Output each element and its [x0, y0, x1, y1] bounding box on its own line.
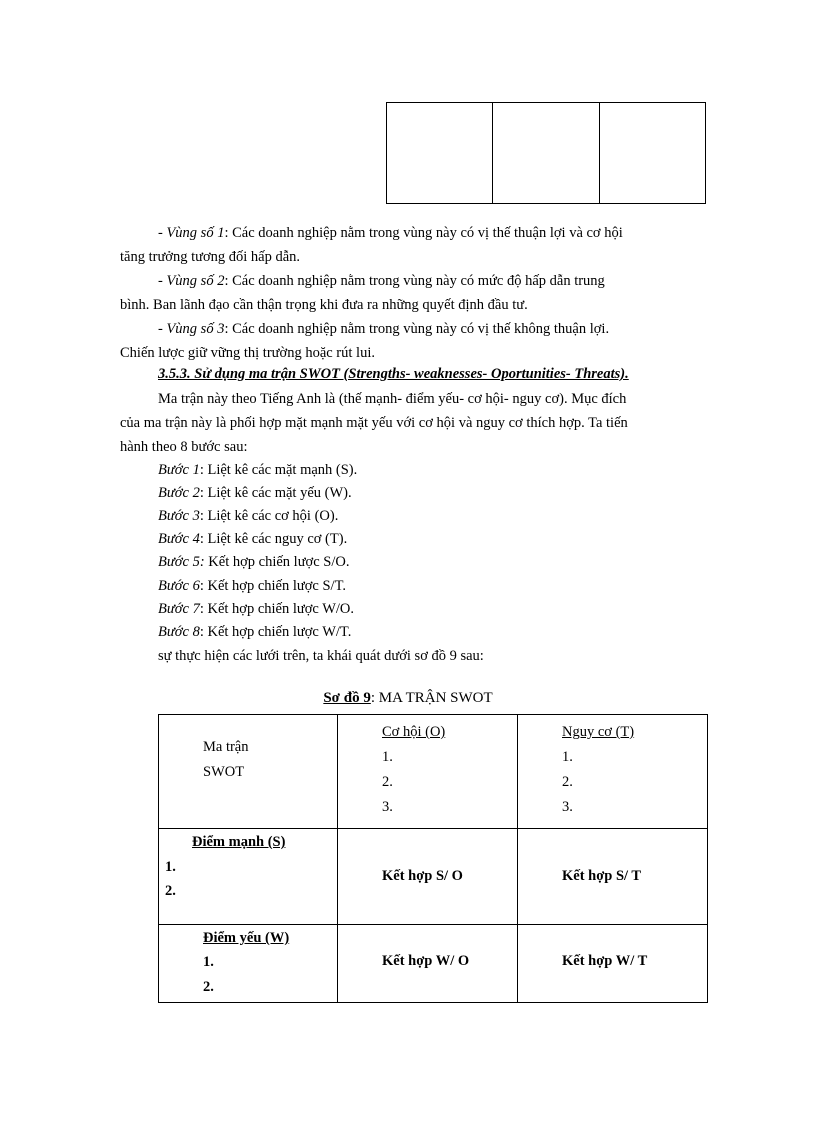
summary-line: sự thực hiện các lưới trên, ta khái quát dưới sơ đồ 9 sau: — [158, 648, 484, 664]
list-number: 1. — [203, 954, 214, 970]
step-8 — [158, 621, 351, 645]
step-4 — [158, 528, 347, 552]
list-number: 3. — [562, 799, 573, 815]
step-label: Bước 6 — [158, 578, 200, 594]
list-number: 1. — [165, 859, 176, 875]
strengths-cell — [159, 829, 338, 925]
list-number: 3. — [382, 799, 393, 815]
step-1 — [158, 459, 357, 483]
zone3-text: : Các doanh nghiệp nằm trong vùng này có vị thế không thuận lợi. — [224, 321, 610, 337]
table-row — [159, 925, 708, 1003]
step-7 — [158, 598, 354, 622]
zone3-line2: Chiến lược giữ vững thị trường hoặc rút lui. — [120, 345, 375, 361]
zone2-line2: bình. Ban lãnh đạo cần thận trọng khi đưa ra những quyết định đầu tư. — [120, 297, 528, 313]
list-number: 2. — [562, 774, 573, 790]
st-strategy: Kết hợp S/ T — [562, 868, 642, 884]
step-label: Bước 8 — [158, 624, 200, 640]
grid-cell — [493, 103, 599, 203]
so-strategy: Kết hợp S/ O — [382, 868, 463, 884]
step-3 — [158, 505, 338, 529]
step-label: Bước 5: — [158, 554, 205, 570]
step-label: Bước 4 — [158, 531, 200, 547]
table-row — [159, 715, 708, 829]
wt-strategy: Kết hợp W/ T — [562, 953, 648, 969]
wo-strategy: Kết hợp W/ O — [382, 953, 470, 969]
diagram-caption — [0, 690, 816, 707]
list-number: 1. — [562, 749, 573, 765]
intro-line1: Ma trận này theo Tiếng Anh là (thế mạnh- điểm yếu- cơ hội- nguy cơ). Mục đích — [158, 391, 627, 407]
threats-header: Nguy cơ (T) — [562, 724, 635, 740]
swot-matrix-table — [158, 714, 708, 1003]
step-text: : Liệt kê các nguy cơ (T). — [199, 531, 348, 547]
threats-cell — [518, 715, 708, 829]
caption-title: : MA TRẬN SWOT — [370, 690, 493, 706]
zone2-label: - Vùng số 2 — [158, 273, 225, 289]
step-6 — [158, 575, 346, 599]
intro-line2: của ma trận này là phối hợp mặt mạnh mặt yếu với cơ hội và nguy cơ thích hợp. Ta tiến — [120, 415, 628, 431]
zone3-line1 — [120, 318, 723, 342]
step-label: Bước 1 — [158, 462, 200, 478]
list-number: 2. — [382, 774, 393, 790]
intro-line3: hành theo 8 bước sau: — [120, 439, 248, 455]
zone1-line2: tăng trưởng tương đối hấp dẫn. — [120, 249, 301, 265]
previous-matrix-grid — [386, 102, 706, 204]
weaknesses-header: Điểm yếu (W) — [203, 930, 290, 946]
corner-cell — [159, 715, 338, 829]
list-number: 1. — [382, 749, 393, 765]
zone2-line1 — [120, 270, 723, 294]
so-cell — [338, 829, 518, 925]
weaknesses-cell — [159, 925, 338, 1003]
wo-cell — [338, 925, 518, 1003]
step-text: : Kết hợp chiến lược W/T. — [199, 624, 352, 640]
step-label: Bước 7 — [158, 601, 200, 617]
step-label: Bước 3 — [158, 508, 200, 524]
corner-line2: SWOT — [203, 764, 245, 780]
st-cell — [518, 829, 708, 925]
step-5 — [158, 551, 349, 575]
list-number: 2. — [203, 979, 214, 995]
step-text: : Kết hợp chiến lược S/T. — [199, 578, 346, 594]
wt-cell — [518, 925, 708, 1003]
grid-cell — [600, 103, 705, 203]
strengths-header: Điểm mạnh (S) — [192, 834, 286, 850]
zone1-line1 — [120, 222, 723, 246]
step-text: : Liệt kê các mặt mạnh (S). — [199, 462, 358, 478]
section-heading: 3.5.3. Sử dụng ma trận SWOT (Strengths- weaknesses- Oportunities- Threats). — [158, 366, 629, 382]
caption-label: Sơ đồ 9 — [323, 690, 371, 706]
step-text: : Liệt kê các cơ hội (O). — [199, 508, 339, 524]
step-text: : Liệt kê các mặt yếu (W). — [199, 485, 352, 501]
zone1-text: : Các doanh nghiệp nằm trong vùng này có vị thế thuận lợi và cơ hội — [224, 225, 623, 241]
zone2-text: : Các doanh nghiệp nằm trong vùng này có mức độ hấp dẫn trung — [224, 273, 605, 289]
table-row — [159, 829, 708, 925]
list-number: 2. — [165, 883, 176, 899]
grid-cell — [387, 103, 493, 203]
zone3-label: - Vùng số 3 — [158, 321, 225, 337]
step-text: Kết hợp chiến lược S/O. — [204, 554, 350, 570]
step-text: : Kết hợp chiến lược W/O. — [199, 601, 355, 617]
corner-line1: Ma trận — [203, 739, 249, 755]
opportunities-header: Cơ hội (O) — [382, 724, 446, 740]
zone1-label: - Vùng số 1 — [158, 225, 225, 241]
step-label: Bước 2 — [158, 485, 200, 501]
opportunities-cell — [338, 715, 518, 829]
step-2 — [158, 482, 352, 506]
